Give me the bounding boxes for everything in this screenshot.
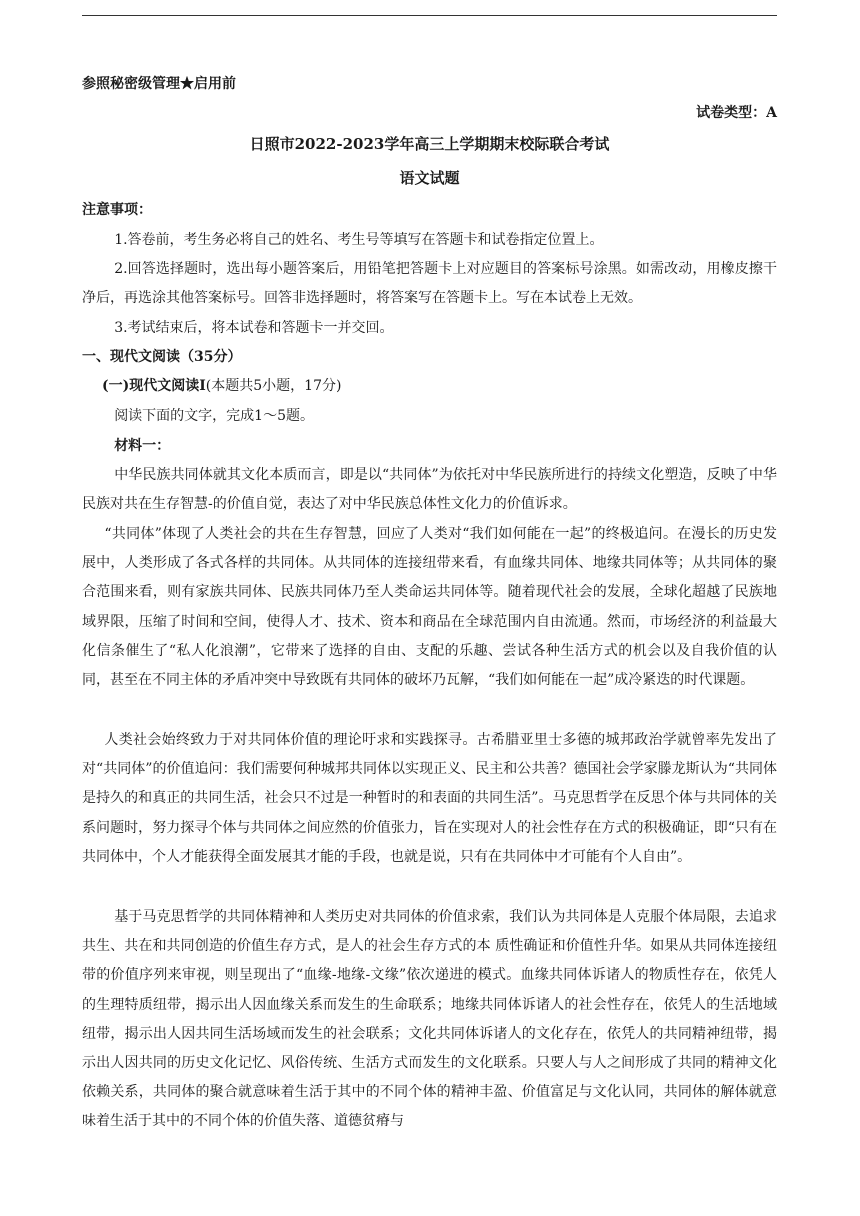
subsection-note: (本题共5小题，17分) xyxy=(205,378,342,394)
paragraph-2: “共同体”体现了人类社会的共在生存智慧，回应了人类对“我们如何能在一起”的终极追问。在漫长的历史发展中，人类形成了各式各样的共同体。从共同体的连接纽带来看，有血缘共同体、地缘共同体等；从共同体的聚合范围来看，则有家族共同体、民族共同体乃至人类命运共同体等。随着现代社会的发展，全球化超越了民族地域界限，压缩了时间和空间，使得人才、技术、资本和商品在全球范围内自由流通。然而，市场经济的利益最大化信条催生了“私人化浪潮”，它带来了选择的自由、支配的乐趣、尝试各种生活方式的机会以及自我价值的认同，甚至在不同主体的矛盾冲突中导致既有共同体的破坏乃瓦解，“我们如何能在一起”成冷紧迭的时代课题。 xyxy=(82,526,777,689)
subsection-title: (一)现代文阅读Ⅰ xyxy=(102,378,206,394)
paper-type: 试卷类型：A xyxy=(696,105,777,121)
notice-heading: 注意事项： xyxy=(82,202,152,218)
secrecy-label: 参照秘密级管理★启用前 xyxy=(82,76,236,92)
subsection-heading xyxy=(102,377,797,395)
paragraph-1: 中华民族共同体就其文化本质而言，即是以“共同体”为依托对中华民族所进行的持续文化塑造，反映了中华民族对共在生存智慧-的价值自觉，表达了对中华民族总体性文化力的价值诉求。 xyxy=(82,467,777,513)
exam-title: 日照市2022-2023学年高三上学期期末校际联合考试 xyxy=(249,135,610,153)
notice-item-1: 1.答卷前，考生务必将自己的姓名、考生号等填写在答题卡和试卷指定位置上。 xyxy=(114,232,604,248)
notice-item-2: 2.回答选择题时，选出每小题答案后，用铅笔把答题卡上对应题目的答案标号涂黑。如需改动，用橡皮擦干净后，再选涂其他答案标号。回答非选择题时，将答案写在答题卡上。写在本试卷上无效。 xyxy=(82,261,777,307)
top-rule xyxy=(82,15,777,16)
notice-item-3: 3.考试结束后，将本试卷和答题卡一并交回。 xyxy=(114,320,394,336)
instruction: 阅读下面的文字，完成1～5题。 xyxy=(114,408,315,424)
section-heading: 一、现代文阅读（35分） xyxy=(82,349,242,365)
material-label: 材料一： xyxy=(114,438,171,454)
paragraph-4: 基于马克思哲学的共同体精神和人类历史对共同体的价值求索，我们认为共同体是人克服个体局限，去追求共生、共在和共同创造的价值生存方式，是人的社会生存方式的本 质性确证和价值性升华。如果从共同体连接纽带的价值序列来审视，则呈现出了“血缘-地缘-文缘”依次递进的模式。血缘共同体诉诸人的物质性存在，依凭人的生理特质纽带，揭示出人因血缘关系而发生的生命联系；地缘共同体诉诸人的社会性存在，依凭人的生活地域纽带，揭示出人因共同生活场域而发生的社会联系；文化共同体诉诸人的文化存在，依凭人的共同精神纽带，揭示出人因共同的历史文化记忆、风俗传统、生活方式而发生的文化联系。只要人与人之间形成了共同的精神文化依赖关系，共同体的聚合就意味着生活于其中的不同个体的精神丰盈、价值富足与文化认同，共同体的解体就意味着生活于其中的不同个体的价值失落、道德贫瘠与 xyxy=(82,909,777,1130)
paragraph-3: 人类社会始终致力于对共同体价值的理论吁求和实践探寻。古希腊亚里士多德的城邦政治学就曾率先发出了对“共同体”的价值追问：我们需要何种城邦共同体以实现正义、民主和公共善？德国社会学家滕龙斯认为“共同体是持久的和真正的共同生活，社会只不过是一种暂时的和表面的共同生活”。马克思哲学在反思个体与共同体的关系问题时，努力探寻个体与共同体之间应然的价值张力，旨在实现对人的社会性存在方式的积极确证，即“只有在共同体中，个人才能获得全面发展其才能的手段，也就是说，只有在共同体中才可能有个人自由”。 xyxy=(82,732,777,865)
exam-subtitle: 语文试题 xyxy=(399,169,460,187)
